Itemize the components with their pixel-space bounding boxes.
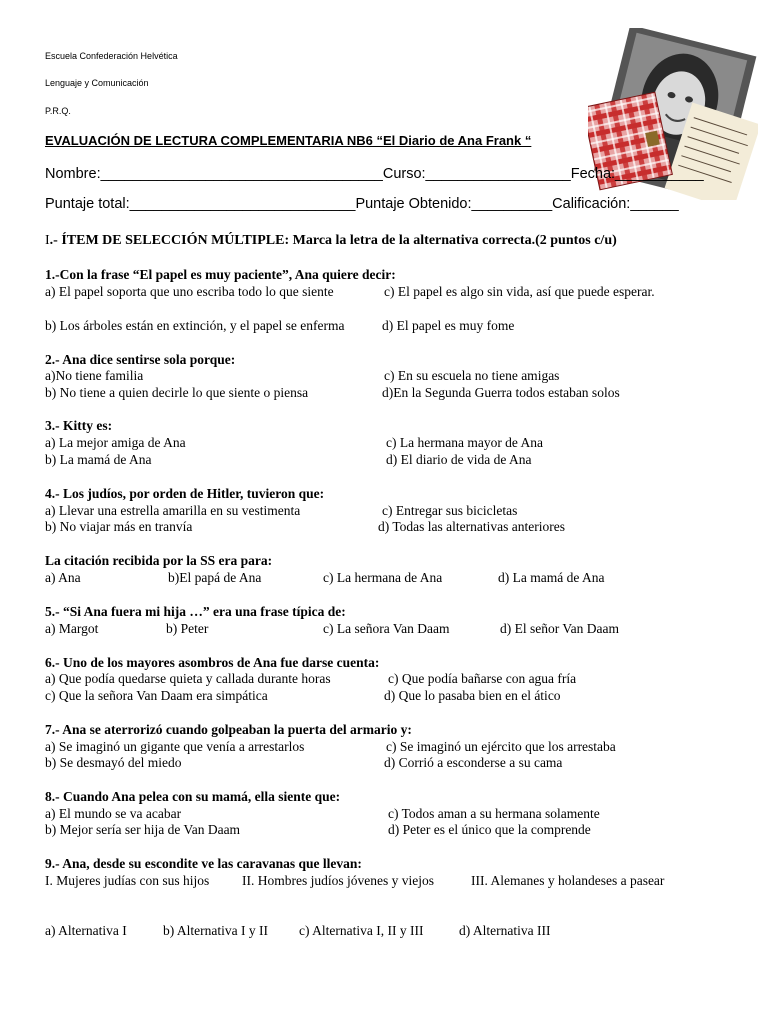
- option-b[interactable]: b) Alternativa I y II: [163, 923, 268, 938]
- option-d[interactable]: d)En la Segunda Guerra todos estaban solos: [382, 385, 620, 400]
- statement-i: I. Mujeres judías con sus hijos: [45, 873, 210, 888]
- option-c[interactable]: c) Entregar sus bicicletas: [382, 503, 518, 518]
- option-c[interactable]: c) Todos aman a su hermana solamente: [388, 806, 600, 821]
- option-b[interactable]: b) No tiene a quien decirle lo que siente o piensa: [45, 385, 309, 400]
- question-6: 6.- Uno de los mayores asombros de Ana fue darse cuenta:: [45, 655, 380, 670]
- section-number: I: [45, 233, 50, 248]
- option-c[interactable]: c) La hermana de Ana: [323, 570, 443, 585]
- option-a[interactable]: a) Se imaginó un gigante que venía a arrestarlos: [45, 739, 305, 754]
- option-b[interactable]: b) No viajar más en tranvía: [45, 519, 193, 534]
- option-d[interactable]: d) Que lo pasaba bien en el ático: [384, 688, 561, 703]
- question-4: 4.- Los judíos, por orden de Hitler, tuvieron que:: [45, 486, 325, 501]
- option-a[interactable]: a) La mejor amiga de Ana: [45, 435, 186, 450]
- section-title: .- ÍTEM DE SELECCIÓN MÚLTIPLE: Marca la letra de la alternativa correcta.(2 puntos c/u): [49, 233, 617, 248]
- option-d[interactable]: d) Corrió a esconderse a su cama: [384, 755, 563, 770]
- option-c[interactable]: c) Que podía bañarse con agua fría: [388, 671, 577, 686]
- question-3: 3.- Kitty es:: [45, 418, 113, 433]
- option-d[interactable]: d) El papel es muy fome: [382, 318, 515, 333]
- score-line[interactable]: Puntaje total:____________________________Puntaje Obtenido:__________Calificación:______: [45, 196, 679, 212]
- option-d[interactable]: d) Todas las alternativas anteriores: [378, 519, 565, 534]
- option-b[interactable]: b) La mamá de Ana: [45, 452, 152, 467]
- option-a[interactable]: a) Alternativa I: [45, 923, 127, 938]
- option-a[interactable]: a) Ana: [45, 570, 81, 585]
- statement-iii: III. Alemanes y holandeses a pasear: [471, 873, 665, 888]
- option-c[interactable]: c) La hermana mayor de Ana: [386, 435, 544, 450]
- exam-title: EVALUACIÓN DE LECTURA COMPLEMENTARIA NB6 “El Diario de Ana Frank “: [45, 133, 532, 148]
- question-2: 2.- Ana dice sentirse sola porque:: [45, 352, 236, 367]
- question-8: 8.- Cuando Ana pelea con su mamá, ella siente que:: [45, 789, 341, 804]
- option-b[interactable]: b) Mejor sería ser hija de Van Daam: [45, 822, 241, 837]
- school-name: Escuela Confederación Helvética: [45, 51, 178, 61]
- option-d[interactable]: d) Peter es el único que la comprende: [388, 822, 591, 837]
- option-b[interactable]: b) Se desmayó del miedo: [45, 755, 182, 770]
- option-c[interactable]: c) La señora Van Daam: [323, 621, 450, 636]
- option-a[interactable]: a) El mundo se va acabar: [45, 806, 182, 821]
- option-d[interactable]: d) La mamá de Ana: [498, 570, 605, 585]
- option-a[interactable]: a)No tiene familia: [45, 368, 144, 383]
- option-c[interactable]: c) Se imaginó un ejército que los arrestaba: [386, 739, 616, 754]
- question-1: 1.-Con la frase “El papel es muy paciente”, Ana quiere decir:: [45, 267, 396, 282]
- student-info-line[interactable]: Nombre:___________________________________Curso:__________________Fecha:___________: [45, 166, 704, 182]
- statement-ii: II. Hombres judíos jóvenes y viejos: [242, 873, 434, 888]
- option-a[interactable]: a) El papel soporta que uno escriba todo lo que siente: [45, 284, 334, 299]
- subject-name: Lenguaje y Comunicación: [45, 78, 149, 88]
- option-b[interactable]: b) Peter: [166, 621, 209, 636]
- option-d[interactable]: d) Alternativa III: [459, 923, 551, 938]
- option-c-2[interactable]: c) Que la señora Van Daam era simpática: [45, 688, 268, 703]
- option-c[interactable]: c) El papel es algo sin vida, así que puede esperar.: [384, 284, 655, 299]
- option-d[interactable]: d) El señor Van Daam: [500, 621, 619, 636]
- question-5: 5.- “Si Ana fuera mi hija …” era una frase típica de:: [45, 604, 346, 619]
- option-b[interactable]: b)El papá de Ana: [168, 570, 262, 585]
- option-c[interactable]: c) Alternativa I, II y III: [299, 923, 424, 938]
- option-b[interactable]: b) Los árboles están en extinción, y el papel se enferma: [45, 318, 345, 333]
- option-d[interactable]: d) El diario de vida de Ana: [386, 452, 532, 467]
- question-citation: La citación recibida por la SS era para:: [45, 553, 273, 568]
- option-a[interactable]: a) Llevar una estrella amarilla en su vestimenta: [45, 503, 301, 518]
- question-7: 7.- Ana se aterrorizó cuando golpeaban la puerta del armario y:: [45, 722, 412, 737]
- option-c[interactable]: c) En su escuela no tiene amigas: [384, 368, 560, 383]
- option-a[interactable]: a) Que podía quedarse quieta y callada durante horas: [45, 671, 331, 686]
- section-heading: [45, 233, 617, 249]
- question-9: 9.- Ana, desde su escondite ve las caravanas que llevan:: [45, 856, 362, 871]
- teacher-initials: P.R.Q.: [45, 106, 71, 116]
- option-a[interactable]: a) Margot: [45, 621, 99, 636]
